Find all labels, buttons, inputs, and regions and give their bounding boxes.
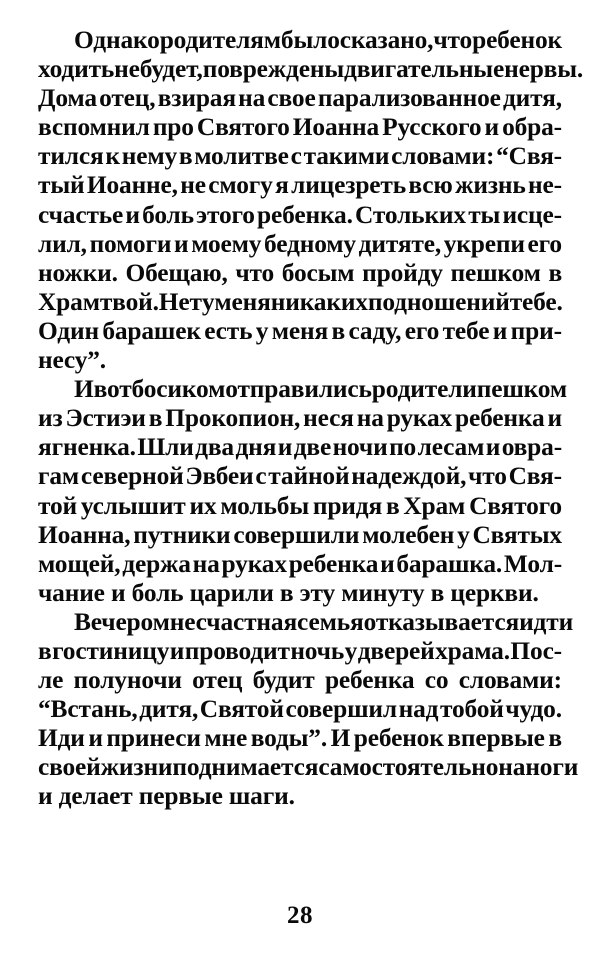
word: у xyxy=(255,316,269,345)
word: Дома xyxy=(38,84,97,113)
word: на xyxy=(238,84,266,113)
word: путники xyxy=(133,520,231,549)
word: дитяте, xyxy=(358,229,442,258)
word: подношений xyxy=(367,287,510,316)
word: пешком xyxy=(450,258,541,287)
word: неся xyxy=(303,404,354,433)
word: гам xyxy=(38,462,80,491)
word: и xyxy=(125,200,140,229)
word: Святого xyxy=(469,491,562,520)
word: парализованное xyxy=(317,84,501,113)
word: с xyxy=(290,142,302,171)
text-line xyxy=(38,607,574,637)
text-line xyxy=(38,550,562,579)
word: храма. xyxy=(435,636,510,665)
word: ребенка xyxy=(288,549,379,578)
word: счастье xyxy=(38,200,124,229)
word: словами: xyxy=(458,666,562,695)
paragraph xyxy=(38,375,568,608)
word: семья xyxy=(297,607,364,636)
word: со xyxy=(424,666,449,695)
word: Эвбеи xyxy=(185,462,254,491)
paragraph xyxy=(38,607,579,812)
word: помоги xyxy=(89,229,172,258)
text-line xyxy=(38,26,562,55)
text-line xyxy=(38,259,562,288)
text-line xyxy=(38,288,562,317)
text-line: несу”. xyxy=(38,346,106,375)
word: Храм xyxy=(38,287,100,316)
word: И xyxy=(74,375,94,404)
word: отправились xyxy=(225,375,372,404)
word: и xyxy=(169,636,185,665)
word: над xyxy=(398,695,439,724)
word: пешком xyxy=(476,375,568,404)
word: что xyxy=(433,26,473,54)
word: его xyxy=(404,316,440,345)
text-line xyxy=(38,113,562,142)
word: при- xyxy=(510,316,562,345)
word: Нет xyxy=(158,287,202,316)
text-line xyxy=(38,724,562,753)
word: молитве xyxy=(194,142,289,171)
text-line xyxy=(38,753,579,782)
word: Русского xyxy=(382,113,482,142)
word: и xyxy=(380,549,395,578)
page-number: 28 xyxy=(287,902,313,929)
word: И xyxy=(330,724,351,753)
word: ребенок xyxy=(353,724,444,753)
word: и xyxy=(547,404,562,433)
word: укрепи xyxy=(443,229,525,258)
text-line xyxy=(38,84,562,113)
word: родители xyxy=(371,375,477,404)
word: самостоятельно xyxy=(318,753,499,782)
word: два xyxy=(195,433,234,462)
word: обра- xyxy=(502,113,562,142)
word: на xyxy=(192,549,220,578)
word: никаких xyxy=(270,287,368,316)
word: Иоанна xyxy=(292,113,379,142)
word: Эстиэи xyxy=(65,404,146,433)
word: вспомнил xyxy=(38,113,150,142)
text-line xyxy=(38,201,562,230)
word: Иоанна, xyxy=(38,520,131,549)
word: воды”. xyxy=(250,724,328,753)
word: было xyxy=(280,26,340,54)
word: из xyxy=(38,404,63,433)
word: жизнь xyxy=(455,171,526,200)
word: у xyxy=(201,287,215,316)
word: Иди xyxy=(38,724,85,753)
word: на xyxy=(498,753,526,782)
word: нему xyxy=(121,142,178,171)
word: поднимается xyxy=(172,753,319,782)
word: не xyxy=(180,171,206,200)
word: бедному xyxy=(264,229,356,258)
word: лил, xyxy=(38,229,87,258)
word: и xyxy=(277,433,293,462)
word: проводит xyxy=(184,636,290,665)
word: Обещаю, xyxy=(125,258,228,287)
text-line xyxy=(38,375,568,404)
text-line xyxy=(38,521,562,550)
word: мощей, xyxy=(38,549,121,578)
word: на xyxy=(356,404,384,433)
text-line xyxy=(38,317,562,346)
word: не- xyxy=(528,171,562,200)
word: свое xyxy=(267,84,316,113)
word: твой. xyxy=(99,287,159,316)
word: Однако xyxy=(74,26,160,54)
word: впервые xyxy=(447,724,545,753)
word: услышит xyxy=(80,491,186,520)
word: тайной xyxy=(268,462,350,491)
word: двигательные xyxy=(344,55,505,84)
text-line xyxy=(38,637,562,666)
text-line xyxy=(38,171,562,200)
word: Стольких xyxy=(355,200,466,229)
word: отец xyxy=(192,666,243,695)
word: ягненка. xyxy=(38,433,136,462)
word: пройду xyxy=(362,258,443,287)
word: про xyxy=(152,113,194,142)
word: барашка. xyxy=(396,549,503,578)
text-line xyxy=(38,695,562,724)
word: родителям xyxy=(159,26,281,54)
word: ноги xyxy=(525,753,579,782)
word: Иоанне, xyxy=(86,171,178,200)
word: боль xyxy=(142,200,194,229)
word: своей xyxy=(38,753,101,782)
word: ночь xyxy=(290,636,345,665)
word: ребенок xyxy=(472,26,563,54)
word: северной xyxy=(80,462,184,491)
word: руках xyxy=(386,404,453,433)
word: с xyxy=(255,462,267,491)
word: Святого xyxy=(196,113,290,142)
word: вот xyxy=(93,375,132,404)
word: несчастная xyxy=(169,607,298,636)
text-line xyxy=(38,230,562,259)
word: смогу xyxy=(208,171,273,200)
word: молебен xyxy=(362,520,455,549)
word: в xyxy=(38,636,52,665)
word: той xyxy=(38,491,78,520)
word: тобой xyxy=(439,695,504,724)
word: чудо. xyxy=(505,695,562,724)
word: не xyxy=(114,55,140,84)
word: дитя, xyxy=(502,84,562,113)
word: Один xyxy=(38,316,99,345)
word: ножки. xyxy=(38,258,118,287)
word: в xyxy=(178,142,193,171)
word: и xyxy=(484,113,499,142)
word: у xyxy=(457,520,470,549)
word: в xyxy=(331,316,346,345)
word: и xyxy=(88,724,103,753)
word: такими xyxy=(303,142,390,171)
word: дня xyxy=(235,433,277,462)
word: в xyxy=(548,258,562,287)
word: ле xyxy=(38,666,64,695)
word: “Свя- xyxy=(496,142,562,171)
word: дверей xyxy=(357,636,435,665)
text-line xyxy=(38,142,562,171)
word: тебе. xyxy=(509,287,563,316)
word: их xyxy=(189,491,217,520)
word: гостиницу xyxy=(52,636,170,665)
word: босым xyxy=(281,258,355,287)
word: тый xyxy=(38,171,85,200)
word: тился xyxy=(38,142,104,171)
word: и xyxy=(485,433,501,462)
word: Вечером xyxy=(74,607,170,636)
word: “Встань, xyxy=(38,695,138,724)
word: нервы. xyxy=(504,55,584,84)
text-line xyxy=(38,462,562,491)
word: босиком xyxy=(131,375,226,404)
word: у xyxy=(344,636,358,665)
page-text-body xyxy=(38,26,584,812)
word: будет, xyxy=(139,55,203,84)
word: и xyxy=(492,316,508,345)
text-line xyxy=(38,666,562,695)
word: овра- xyxy=(501,433,562,462)
text-line xyxy=(38,433,562,462)
word: меня xyxy=(214,287,271,316)
word: саду, xyxy=(348,316,402,345)
word: что xyxy=(468,462,507,491)
word: есть xyxy=(204,316,253,345)
word: моему xyxy=(191,229,262,258)
word: к xyxy=(105,142,120,171)
word: Мол- xyxy=(503,549,562,578)
word: Свя- xyxy=(508,462,562,491)
word: дитя, xyxy=(139,695,199,724)
word: Святой xyxy=(199,695,284,724)
word: я xyxy=(275,171,289,200)
word: в xyxy=(148,404,163,433)
word: исце- xyxy=(502,200,562,229)
word: его xyxy=(527,229,562,258)
word: ребенка xyxy=(324,666,415,695)
word: и xyxy=(174,229,189,258)
word: лесам xyxy=(417,433,485,462)
word: полуночи xyxy=(73,666,182,695)
word: ходить xyxy=(38,55,115,84)
word: жизни xyxy=(100,753,173,782)
word: идти xyxy=(519,607,574,636)
word: барашек xyxy=(102,316,201,345)
word: совершил xyxy=(285,695,397,724)
word: сказано, xyxy=(339,26,434,54)
word: в xyxy=(548,724,562,753)
word: Святых xyxy=(472,520,562,549)
text-line: чание и боль царили в эту минуту в церкви. xyxy=(38,578,539,607)
word: всю xyxy=(408,171,453,200)
word: придя xyxy=(312,491,383,520)
text-line: и делает первые шаги. xyxy=(38,782,295,811)
word: этого xyxy=(196,200,255,229)
word: мольбы xyxy=(220,491,309,520)
text-line xyxy=(38,55,584,84)
word: взирая xyxy=(157,84,236,113)
word: повреждены xyxy=(202,55,345,84)
word: в xyxy=(385,491,400,520)
word: две xyxy=(293,433,332,462)
word: Пос- xyxy=(510,636,562,665)
word: будит xyxy=(252,666,315,695)
word: ребенка xyxy=(455,404,545,433)
word: Шли xyxy=(137,433,194,462)
word: принеси xyxy=(106,724,201,753)
word: что xyxy=(235,258,275,287)
word: руках xyxy=(221,549,287,578)
word: словами: xyxy=(391,142,495,171)
paragraph xyxy=(38,26,584,375)
word: Храм xyxy=(403,491,466,520)
word: ты xyxy=(468,200,501,229)
word: ночи xyxy=(332,433,388,462)
word: мне xyxy=(204,724,248,753)
text-line xyxy=(38,492,562,521)
word: Прокопион, xyxy=(165,404,301,433)
text-line xyxy=(38,404,562,433)
word: надеждой, xyxy=(351,462,467,491)
word: отказывается xyxy=(363,607,520,636)
word: держа xyxy=(122,549,191,578)
word: по xyxy=(389,433,417,462)
word: тебе xyxy=(442,316,490,345)
word: лицезреть xyxy=(291,171,407,200)
word: меня xyxy=(271,316,329,345)
word: ребенка. xyxy=(257,200,353,229)
word: совершили xyxy=(233,520,360,549)
word: отец, xyxy=(99,84,156,113)
